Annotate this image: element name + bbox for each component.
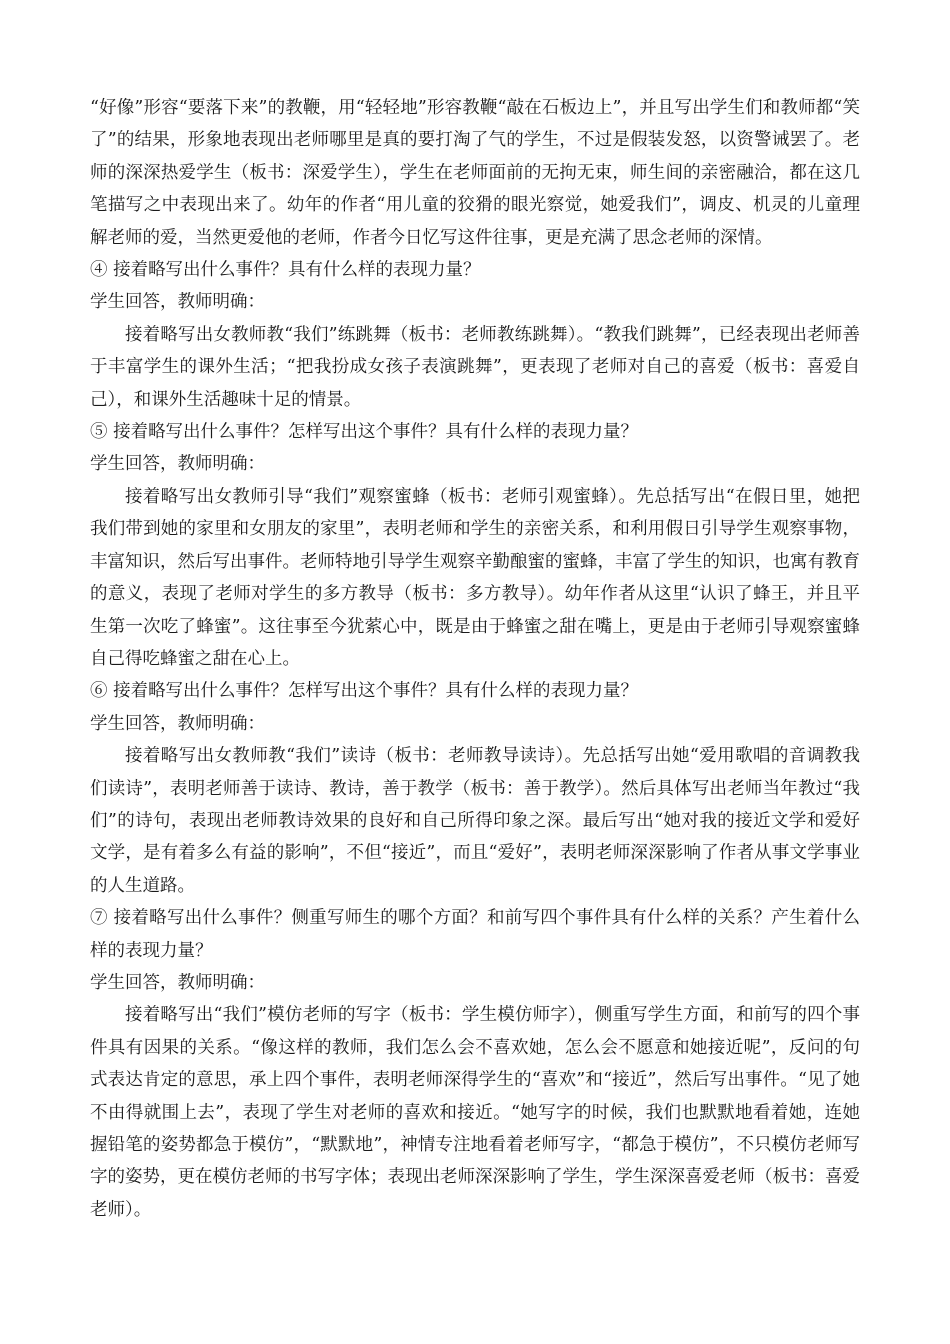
question-item: ⑦ 接着略写出什么事件？侧重写师生的哪个方面？和前写四个事件具有什么样的关系？产生着什么样的表现力量？	[90, 908, 860, 961]
document-page	[90, 92, 860, 1226]
question-item: ⑥ 接着略写出什么事件？怎样写出这个事件？具有什么样的表现力量？	[90, 681, 639, 702]
body-paragraph: 接着略写出“我们”模仿老师的写字（板书：学生模仿师字），侧重写学生方面，和前写的四个事件具有因果的关系。“像这样的教师，我们怎么会不喜欢她，怎么会不愿意和她接近呢”，反问的句式表达肯定的意思，承上四个事件，表明老师深得学生的“喜欢”和“接近”，然后写出事件。“见了她不由得就围上去”，表现了学生对老师的喜欢和接近。“她写字的时候，我们也默默地看着她，连她握铅笔的姿势都急于模仿”，“默默地”，神情专注地看着老师写字，“都急于模仿”，不只模仿老师写字的姿势，更在模仿老师的书写字体；表现出老师深深影响了学生，学生深深喜爱老师（板书：喜爱老师）。	[90, 1005, 860, 1220]
answer-label: 学生回答，教师明确：	[90, 454, 265, 475]
answer-label: 学生回答，教师明确：	[90, 972, 265, 993]
body-paragraph: 接着略写出女教师教“我们”练跳舞（板书：老师教练跳舞）。“教我们跳舞”，已经表现出老师善于丰富学生的课外生活；“把我扮成女孩子表演跳舞”，更表现了老师对自己的喜爱（板书：喜爱自己），和课外生活趣味十足的情景。	[90, 324, 860, 410]
question-item: ④ 接着略写出什么事件？具有什么样的表现力量？	[90, 260, 481, 281]
body-paragraph: 接着略写出女教师教“我们”读诗（板书：老师教导读诗）。先总括写出她“爱用歌唱的音调教我们读诗”，表明老师善于读诗、教诗，善于教学（板书：善于教学）。然后具体写出老师当年教过“我们”的诗句，表现出老师教诗效果的良好和自己所得印象之深。最后写出“她对我的接近文学和爱好文学，是有着多么有益的影响”，不但“接近”，而且“爱好”，表明老师深深影响了作者从事文学事业的人生道路。	[90, 746, 860, 896]
answer-label: 学生回答，教师明确：	[90, 292, 265, 313]
answer-label: 学生回答，教师明确：	[90, 713, 265, 734]
body-paragraph: “好像”形容“要落下来”的教鞭，用“轻轻地”形容教鞭“敲在石板边上”，并且写出学生们和教师都“笑了”的结果，形象地表现出老师哪里是真的要打淘了气的学生，不过是假装发怒，以资警诫罢了。老师的深深热爱学生（板书：深爱学生），学生在老师面前的无拘无束，师生间的亲密融洽，都在这几笔描写之中表现出来了。幼年的作者“用儿童的狡猾的眼光察觉，她爱我们”，调皮、机灵的儿童理解老师的爱，当然更爱他的老师，作者今日忆写这件往事，更是充满了思念老师的深情。	[90, 98, 860, 248]
question-item: ⑤ 接着略写出什么事件？怎样写出这个事件？具有什么样的表现力量？	[90, 422, 639, 443]
body-paragraph: 接着略写出女教师引导“我们”观察蜜蜂（板书：老师引观蜜蜂）。先总括写出“在假日里，她把我们带到她的家里和女朋友的家里”，表明老师和学生的亲密关系，和利用假日引导学生观察事物，丰富知识，然后写出事件。老师特地引导学生观察辛勤酿蜜的蜜蜂，丰富了学生的知识，也寓有教育的意义，表现了老师对学生的多方教导（板书：多方教导）。幼年作者从这里“认识了蜂王，并且平生第一次吃了蜂蜜”。这往事至今犹萦心中，既是由于蜂蜜之甜在嘴上，更是由于老师引导观察蜜蜂自己得吃蜂蜜之甜在心上。	[90, 486, 860, 669]
